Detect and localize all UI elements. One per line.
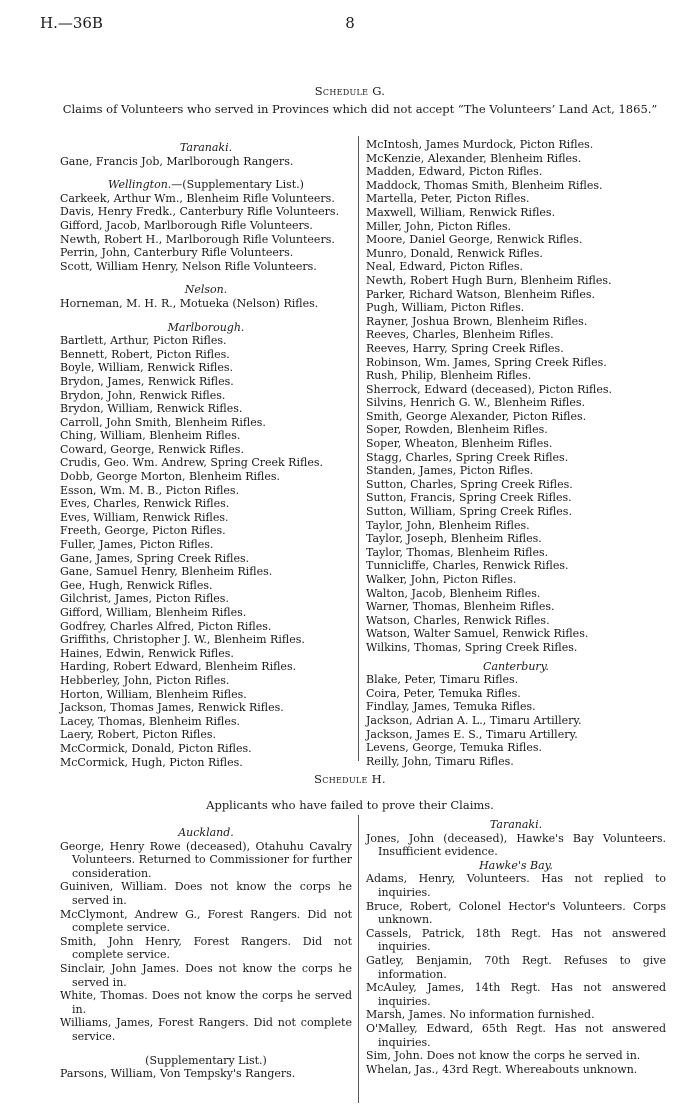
schedule-g-right-column	[366, 138, 666, 768]
list-item: Gane, Francis Job, Marlborough Rangers.	[60, 154, 294, 168]
list-item: Carroll, John Smith, Blenheim Rifles.	[60, 415, 266, 429]
list-item: Whelan, Jas., 43rd Regt. Whereabouts unknown.	[366, 1062, 638, 1076]
list-item: Sim, John. Does not know the corps he served in.	[366, 1049, 641, 1063]
list-item: Tunnicliffe, Charles, Renwick Rifles.	[366, 559, 569, 573]
schedule-g-intro: Claims of Volunteers who served in Provinces which did not accept “The Volunteers’ Land Act, 1865.”	[62, 102, 658, 116]
list-item: Griffiths, Christopher J. W., Blenheim Rifles.	[60, 633, 305, 647]
list-item: McCormick, Donald, Picton Rifles.	[60, 741, 252, 755]
list-item: Brydon, James, Renwick Rifles.	[60, 374, 234, 388]
list-item: Perrin, John, Canterbury Rifle Volunteers.	[60, 246, 294, 260]
list-item: Madden, Edward, Picton Rifles.	[366, 165, 543, 179]
list-item: Dobb, George Morton, Blenheim Rifles.	[60, 470, 281, 484]
list-item: Watson, Walter Samuel, Renwick Rifles.	[366, 627, 589, 641]
page-number: 8	[345, 14, 355, 32]
list-item: Horneman, M. H. R., Motueka (Nelson) Rifles.	[60, 296, 319, 310]
list-item: Reeves, Charles, Blenheim Rifles.	[366, 328, 554, 342]
list-item: Smith, George Alexander, Picton Rifles.	[366, 409, 587, 423]
list-item: Crudis, Geo. Wm. Andrew, Spring Creek Rifles.	[60, 456, 323, 470]
list-item: Brydon, John, Renwick Rifles.	[60, 388, 226, 402]
list-item: Ching, William, Blenheim Rifles.	[60, 429, 241, 443]
list-item: Sutton, Charles, Spring Creek Rifles.	[366, 477, 573, 491]
list-item: Cassels, Patrick, 18th Regt. Has not answered inquiries.	[366, 926, 666, 954]
list-item: Walton, Jacob, Blenheim Rifles.	[366, 586, 541, 600]
list-item: Standen, James, Picton Rifles.	[366, 464, 534, 478]
schedule-h-left-column	[60, 826, 352, 1081]
list-item: McKenzie, Alexander, Blenheim Rifles.	[366, 151, 582, 165]
list-item: Walker, John, Picton Rifles.	[366, 573, 517, 586]
list-item: Scott, William Henry, Nelson Rifle Volunteers.	[60, 259, 317, 273]
section-heading: Marlborough.	[167, 320, 245, 334]
schedule-g-title: Schedule G.	[314, 84, 386, 98]
list-item: Warner, Thomas, Blenheim Rifles.	[366, 600, 555, 614]
list-item: Jones, John (deceased), Hawke's Bay Volunteers. Insufficient evidence.	[366, 831, 666, 859]
list-item: Smith, John Henry, Forest Rangers. Did not complete service.	[60, 934, 352, 962]
list-item: Jackson, Adrian A. L., Timaru Artillery.	[366, 713, 582, 727]
list-item: Parsons, William, Von Tempsky's Rangers.	[60, 1067, 296, 1081]
list-item: Hebberley, John, Picton Rifles.	[60, 673, 230, 687]
list-item: Bartlett, Arthur, Picton Rifles.	[60, 334, 227, 348]
list-item: Marsh, James. No information furnished.	[366, 1008, 595, 1022]
column-divider-g	[358, 136, 359, 761]
list-item: McIntosh, James Murdock, Picton Rifles.	[366, 138, 594, 151]
list-item: Freeth, George, Picton Rifles.	[60, 524, 226, 538]
list-item: Carkeek, Arthur Wm., Blenheim Rifle Volunteers.	[60, 191, 335, 205]
list-item: Martella, Peter, Picton Rifles.	[366, 192, 530, 206]
list-item: Bennett, Robert, Picton Rifles.	[60, 347, 230, 361]
list-item: George, Henry Rowe (deceased), Otahuhu Cavalry Volunteers. Returned to Commissioner for further consideration.	[60, 839, 352, 880]
list-item: White, Thomas. Does not know the corps he served in.	[60, 989, 352, 1016]
schedule-h-title: Schedule H.	[314, 772, 386, 786]
list-item: Boyle, William, Renwick Rifles.	[60, 361, 234, 375]
list-item: Williams, James, Forest Rangers. Did not complete service.	[60, 1016, 352, 1043]
list-item: Neal, Edward, Picton Rifles.	[366, 260, 524, 274]
list-item: Adams, Henry, Volunteers. Has not replied to inquiries.	[366, 872, 666, 899]
list-item: Godfrey, Charles Alfred, Picton Rifles.	[60, 619, 272, 633]
list-item: Pugh, William, Picton Rifles.	[366, 301, 525, 315]
list-item: Robinson, Wm. James, Spring Creek Rifles.	[366, 355, 607, 369]
list-item: McAuley, James, 14th Regt. Has not answered inquiries.	[366, 981, 666, 1008]
list-item: Jackson, Thomas James, Renwick Rifles.	[60, 701, 284, 715]
list-item: Taylor, John, Blenheim Rifles.	[366, 518, 530, 532]
list-item: Davis, Henry Fredk., Canterbury Rifle Volunteers.	[60, 205, 340, 219]
list-item: Moore, Daniel George, Renwick Rifles.	[366, 233, 583, 247]
list-item: Eves, William, Renwick Rifles.	[60, 510, 229, 524]
list-item: Brydon, William, Renwick Rifles.	[60, 402, 243, 416]
section-heading: (Supplementary List.)	[145, 1053, 267, 1067]
column-divider-h	[358, 815, 359, 1103]
list-item: Haines, Edwin, Renwick Rifles.	[60, 646, 234, 660]
list-item: Guiniven, William. Does not know the corps he served in.	[60, 880, 352, 907]
list-item: Gane, James, Spring Creek Rifles.	[60, 551, 250, 565]
list-item: Taylor, Thomas, Blenheim Rifles.	[366, 545, 549, 559]
list-item: Wilkins, Thomas, Spring Creek Rifles.	[366, 640, 578, 654]
list-item: Blake, Peter, Timaru Rifles.	[366, 673, 519, 687]
section-heading: Hawke's Bay.	[479, 858, 553, 872]
list-item: Miller, John, Picton Rifles.	[366, 219, 512, 233]
list-item: Reilly, John, Timaru Rifles.	[366, 754, 514, 768]
list-item: Coira, Peter, Temuka Rifles.	[366, 686, 521, 700]
list-item: Gatley, Benjamin, 70th Regt. Refuses to give information.	[366, 953, 666, 981]
section-heading: Taranaki.	[489, 818, 543, 831]
list-item: Newth, Robert Hugh Burn, Blenheim Rifles.	[366, 273, 612, 287]
list-item: Laery, Robert, Picton Rifles.	[60, 728, 216, 742]
list-item: Sutton, Francis, Spring Creek Rifles.	[366, 491, 572, 505]
schedule-g-left-column	[60, 141, 352, 769]
list-item: Soper, Rowden, Blenheim Rifles.	[366, 423, 548, 437]
list-item: Levens, George, Temuka Rifles.	[366, 741, 542, 755]
list-item: Gifford, William, Blenheim Rifles.	[60, 606, 247, 619]
list-item: Coward, George, Renwick Rifles.	[60, 442, 244, 456]
list-item: Maxwell, William, Renwick Rifles.	[366, 205, 556, 219]
list-item: McClymont, Andrew G., Forest Rangers. Did not complete service.	[60, 907, 352, 935]
list-item: Findlay, James, Temuka Rifles.	[366, 700, 536, 714]
list-item: Esson, Wm. M. B., Picton Rifles.	[60, 483, 240, 497]
list-item: Watson, Charles, Renwick Rifles.	[366, 613, 550, 627]
schedule-h-right-column	[366, 818, 666, 1076]
list-item: Maddock, Thomas Smith, Blenheim Rifles.	[366, 178, 603, 192]
list-item: Sherrock, Edward (deceased), Picton Rifles.	[366, 382, 612, 396]
section-heading: Canterbury.	[483, 659, 549, 673]
list-item: Jackson, James E. S., Timaru Artillery.	[366, 727, 578, 741]
list-item: Gee, Hugh, Renwick Rifles.	[60, 578, 213, 592]
list-item: Lacey, Thomas, Blenheim Rifles.	[60, 714, 240, 728]
report-reference: H.—36B	[40, 14, 103, 32]
list-item: Sinclair, John James. Does not know the corps he served in.	[60, 961, 352, 989]
list-item: McCormick, Hugh, Picton Rifles.	[60, 755, 243, 769]
list-item: Stagg, Charles, Spring Creek Rifles.	[366, 450, 569, 464]
schedule-h-intro: Applicants who have failed to prove their Claims.	[206, 798, 494, 812]
section-heading: Nelson.	[184, 283, 228, 297]
list-item: Taylor, Joseph, Blenheim Rifles.	[366, 532, 542, 546]
section-heading: Taranaki.	[179, 141, 233, 154]
section-heading: Wellington.—(Supplementary List.)	[108, 178, 304, 192]
list-item: Parker, Richard Watson, Blenheim Rifles.	[366, 287, 596, 301]
list-item: Rayner, Joshua Brown, Blenheim Rifles.	[366, 314, 588, 328]
list-item: Gilchrist, James, Picton Rifles.	[60, 592, 229, 606]
list-item: Horton, William, Blenheim Rifles.	[60, 687, 247, 701]
list-item: Fuller, James, Picton Rifles.	[60, 538, 214, 552]
list-item: Silvins, Henrich G. W., Blenheim Rifles.	[366, 396, 586, 410]
list-item: Rush, Philip, Blenheim Rifles.	[366, 369, 532, 383]
list-item: Newth, Robert H., Marlborough Rifle Volunteers.	[60, 232, 335, 246]
list-item: Harding, Robert Edward, Blenheim Rifles.	[60, 660, 297, 674]
list-item: O'Malley, Edward, 65th Regt. Has not answered inquiries.	[366, 1021, 666, 1049]
list-item: Gifford, Jacob, Marlborough Rifle Volunteers.	[60, 218, 313, 232]
list-item: Munro, Donald, Renwick Rifles.	[366, 246, 543, 260]
list-item: Gane, Samuel Henry, Blenheim Rifles.	[60, 565, 273, 579]
list-item: Bruce, Robert, Colonel Hector's Volunteers. Corps unknown.	[366, 899, 666, 927]
list-item: Eves, Charles, Renwick Rifles.	[60, 497, 230, 511]
section-heading: Auckland.	[178, 826, 234, 839]
list-item: Sutton, William, Spring Creek Rifles.	[366, 505, 572, 519]
list-item: Reeves, Harry, Spring Creek Rifles.	[366, 341, 564, 355]
list-item: Soper, Wheaton, Blenheim Rifles.	[366, 437, 553, 451]
